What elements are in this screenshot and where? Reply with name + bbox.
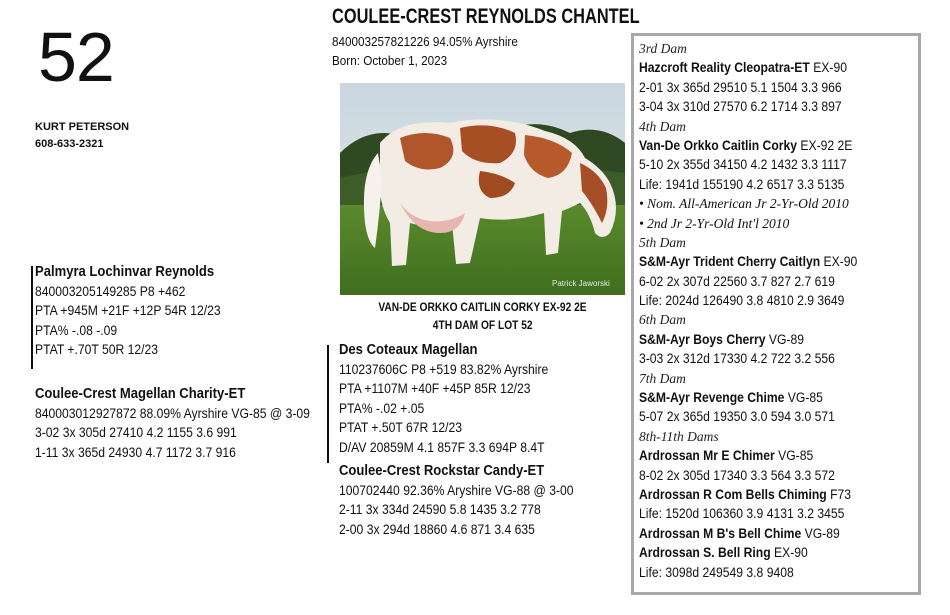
granddam-block xyxy=(339,461,600,539)
production-record-text: 8-02 2x 305d 17340 3.3 564 3.3 572 xyxy=(639,467,835,483)
production-record-text: 3-03 2x 312d 17330 4.2 722 3.2 556 xyxy=(639,351,835,367)
production-record xyxy=(639,407,882,426)
ancestor-dam-rating: EX-90 xyxy=(809,60,847,76)
ancestor-dam-row xyxy=(639,543,882,562)
production-record-text: Life: 2024d 126490 3.8 4810 2.9 3649 xyxy=(639,293,845,309)
award-note-text: • Nom. All-American Jr 2-Yr-Old 2010 xyxy=(639,196,849,212)
dam-sire-line: PTAT +.50T 67R 12/23 xyxy=(339,420,463,436)
ancestor-dam-row xyxy=(639,485,882,504)
photo-watermark: Patrick Jaworski xyxy=(552,279,610,288)
dam-sire-line: PTA +1107M +40F +45P 85R 12/23 xyxy=(339,381,531,397)
production-record xyxy=(639,272,882,291)
generation-label: 6th Dam xyxy=(639,312,686,328)
production-record xyxy=(639,466,882,485)
cow-photo xyxy=(340,83,625,295)
ancestor-dam-name: Ardrossan Mr E Chimer xyxy=(639,448,775,464)
consignor-name: KURT PETERSON xyxy=(35,121,130,133)
granddam-line: 2-11 3x 334d 24590 5.8 1435 3.2 778 xyxy=(339,502,541,518)
ancestor-dam-rating: VG-85 xyxy=(784,390,823,406)
maternal-line-list xyxy=(639,39,882,582)
production-record xyxy=(639,155,882,174)
granddam-name: Coulee-Crest Rockstar Candy-ET xyxy=(339,463,545,479)
award-note xyxy=(639,194,882,213)
production-record xyxy=(639,175,882,194)
consignor-phone: 608-633-2321 xyxy=(35,138,104,150)
sire-name: Palmyra Lochinvar Reynolds xyxy=(35,264,215,280)
award-note xyxy=(639,214,882,233)
ancestor-dam-name: Ardrossan R Com Bells Chiming xyxy=(639,486,827,502)
caption-line-2: 4TH DAM OF LOT 52 xyxy=(432,318,533,332)
dam-sire-name: Des Coteaux Magellan xyxy=(339,342,478,358)
dam-sire-line: 110237606C P8 +519 83.82% Ayrshire xyxy=(339,361,549,377)
ancestor-dam-row xyxy=(639,252,882,271)
photo-caption xyxy=(340,298,625,334)
production-record xyxy=(639,291,882,310)
dam-sire-bracket xyxy=(327,345,329,463)
ancestor-dam-name: S&M-Ayr Revenge Chime xyxy=(639,390,785,406)
ancestor-dam-name: S&M-Ayr Boys Cherry xyxy=(639,331,766,347)
ancestor-dam-name: Ardrossan M B's Bell Chime xyxy=(639,525,802,541)
ancestor-dam-row xyxy=(639,388,882,407)
sire-line: 840003205149285 P8 +462 xyxy=(35,283,186,299)
caption-line-1: VAN-DE ORKKO CAITLIN CORKY EX-92 2E xyxy=(378,300,587,314)
production-record-text: Life: 3098d 249549 3.8 9408 xyxy=(639,564,794,580)
ancestor-dam-rating: VG-85 xyxy=(774,448,814,464)
dam-sire-block xyxy=(339,340,572,458)
dam-sire-line: D/AV 20859M 4.1 857F 3.3 694P 8.4T xyxy=(339,439,545,455)
production-record xyxy=(639,349,882,368)
production-record-text: 5-07 2x 365d 19350 3.0 594 3.0 571 xyxy=(639,409,835,425)
ancestor-dam-row xyxy=(639,446,882,465)
generation-label: 4th Dam xyxy=(639,118,686,134)
ancestor-dam-row xyxy=(639,58,882,77)
dam-sire-line: PTA% -.02 +.05 xyxy=(339,400,425,416)
ancestor-dam-name: Van-De Orkko Caitlin Corky xyxy=(639,137,798,153)
production-record-text: 6-02 2x 307d 22560 3.7 827 2.7 619 xyxy=(639,273,835,289)
production-record-text: Life: 1520d 106360 3.9 4131 3.2 3455 xyxy=(639,506,845,522)
animal-born: Born: October 1, 2023 xyxy=(332,53,448,68)
ancestor-dam-name: Hazcroft Reality Cleopatra-ET xyxy=(639,60,810,76)
production-record-text: 5-10 2x 355d 34150 4.2 1432 3.3 1117 xyxy=(639,157,847,173)
production-record xyxy=(639,78,882,97)
dam-generation-heading xyxy=(639,369,882,388)
ancestor-dam-rating: F73 xyxy=(826,486,852,502)
dam-name: Coulee-Crest Magellan Charity-ET xyxy=(35,386,246,402)
production-record xyxy=(639,504,882,523)
generation-label: 7th Dam xyxy=(639,370,686,386)
lot-number: 52 xyxy=(38,18,114,96)
ancestor-dam-row xyxy=(639,524,882,543)
production-record-text: 3-04 3x 310d 27570 6.2 1714 3.3 897 xyxy=(639,99,842,115)
dam-generation-heading xyxy=(639,427,882,446)
ancestor-dam-rating: EX-90 xyxy=(770,545,808,561)
sire-bracket xyxy=(31,266,33,369)
animal-id-line: 840003257821226 94.05% Ayrshire xyxy=(332,34,518,49)
sire-block xyxy=(35,262,241,360)
ancestor-dam-rating: EX-90 xyxy=(820,254,858,270)
dam-line: 840003012927872 88.09% Ayrshire VG-85 @ 3-09 xyxy=(35,405,310,421)
ancestor-dam-row xyxy=(639,136,882,155)
ancestor-dam-rating: VG-89 xyxy=(801,525,840,541)
dam-generation-heading xyxy=(639,233,882,252)
dam-generation-heading xyxy=(639,117,882,136)
production-record xyxy=(639,563,882,582)
sire-line: PTA +945M +21F +12P 54R 12/23 xyxy=(35,303,221,319)
granddam-line: 100702440 92.36% Aryshire VG-88 @ 3-00 xyxy=(339,482,574,498)
dam-generation-heading xyxy=(639,310,882,329)
generation-label: 8th-11th Dams xyxy=(639,428,719,444)
dam-line: 3-02 3x 305d 27410 4.2 1155 3.6 991 xyxy=(35,425,237,441)
dam-block xyxy=(35,384,340,462)
ancestor-dam-row xyxy=(639,330,882,349)
production-record-text: 2-01 3x 365d 29510 5.1 1504 3.3 966 xyxy=(639,79,842,95)
sire-line: PTA% -.08 -.09 xyxy=(35,322,118,338)
production-record xyxy=(639,97,882,116)
dam-generation-heading xyxy=(639,39,882,58)
production-record-text: Life: 1941d 155190 4.2 6517 3.3 5135 xyxy=(639,176,845,192)
animal-name: COULEE-CREST REYNOLDS CHANTEL xyxy=(332,5,640,28)
ancestor-dam-rating: VG-89 xyxy=(765,331,804,347)
ancestor-dam-name: S&M-Ayr Trident Cherry Caitlyn xyxy=(639,254,821,270)
ancestor-dam-name: Ardrossan S. Bell Ring xyxy=(639,545,771,561)
generation-label: 3rd Dam xyxy=(639,41,687,56)
award-note-text: • 2nd Jr 2-Yr-Old Int'l 2010 xyxy=(639,215,790,231)
dam-line: 1-11 3x 365d 24930 4.7 1172 3.7 916 xyxy=(35,444,236,460)
generation-label: 5th Dam xyxy=(639,234,686,250)
sire-line: PTAT +.70T 50R 12/23 xyxy=(35,342,159,358)
granddam-line: 2-00 3x 294d 18860 4.6 871 3.4 635 xyxy=(339,521,535,537)
ancestor-dam-rating: EX-92 2E xyxy=(797,137,853,153)
